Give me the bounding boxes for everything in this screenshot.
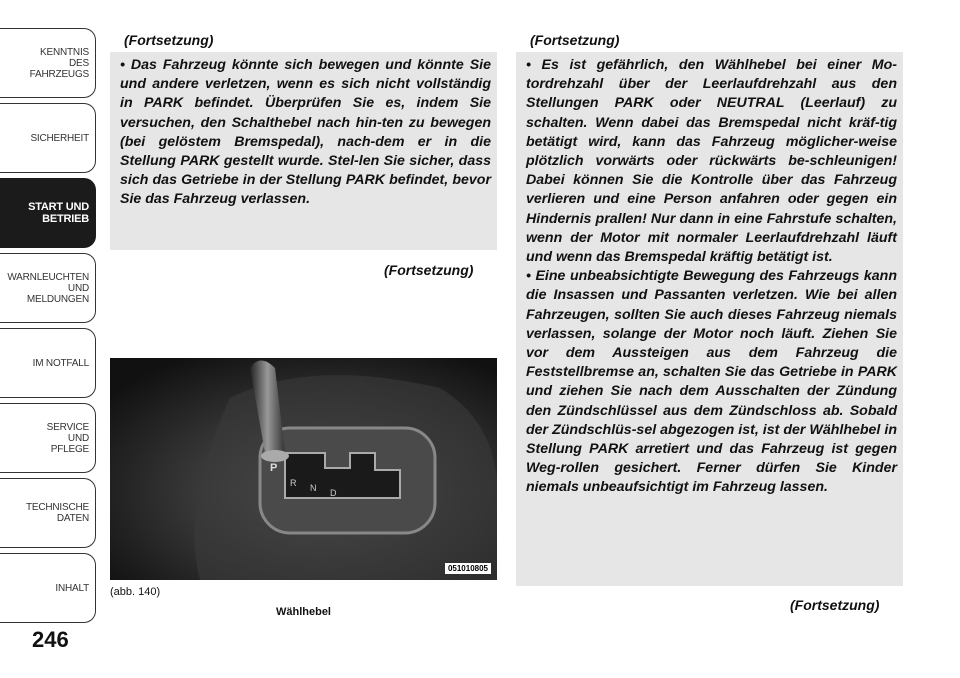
tab-service-und-pflege[interactable]	[0, 403, 96, 473]
page-number: 246	[32, 627, 69, 652]
warning-text-shift: • Es ist gefährlich, den Wählhebel bei einer Mo-tordrehzahl über der Leerlaufdrehzahl aus den Stellungen PARK oder NEUTRAL (Leerlauf) zu schalten. Wenn dabei das Bremspedal nicht kräf-tig betätigt wird, kann das Fahrzeug möglicher-weise plötzlich vorwärts oder rückwärts be-schleunigen! Dabei können Sie die Kontrolle über das Fahrzeug verlieren und eine Person anfahren oder gegen ein Hindernis prallen! Nur dann in eine Fahrstufe schalten, wenn der Motor mit normaler Leerlaufdrehzahl läuft und wenn das Bremspedal kräftig betätigt ist.	[526, 57, 897, 266]
tab-label-line: SERVICE	[46, 421, 89, 433]
svg-text:R: R	[290, 478, 297, 488]
tab-label-line: KENNTNIS	[40, 46, 89, 58]
tab-technische-daten[interactable]	[0, 478, 96, 548]
continued-label-bottom-left: (Fortsetzung)	[384, 262, 474, 278]
tab-im-notfall[interactable]	[0, 328, 96, 398]
figure-code: 051010805	[445, 563, 491, 574]
tab-warnleuchten-und-meldungen[interactable]	[0, 253, 96, 323]
tab-label-line: UND	[67, 282, 89, 294]
figure-number: (abb. 140)	[110, 586, 161, 598]
svg-text:N: N	[310, 483, 317, 493]
warning-text-park: • Das Fahrzeug könnte sich bewegen und könnte Sie und andere verletzen, wenn es sich nicht vollständig in PARK befindet. Überprüfen Sie es, indem Sie versuchen, den Schalthebel nach hin-ten zu bewegen (bei gelöstem Bremspedal), nach-dem er in die Stellung PARK gestellt wurde. Stel-len Sie sicher, dass sich das Getriebe in der Stellung PARK befindet, bevor Sie das Fahrzeug verlassen.	[120, 57, 491, 208]
tab-inhalt[interactable]	[0, 553, 96, 623]
tab-kenntnis-des-fahrzeugs[interactable]	[0, 28, 96, 98]
tab-label-line: MELDUNGEN	[26, 293, 89, 305]
warning-box-left	[110, 52, 497, 250]
gear-selector-illustration	[110, 358, 497, 580]
tab-label-line: START UND	[28, 201, 89, 213]
tab-label-line: UND	[67, 432, 89, 444]
warning-box-right	[516, 52, 903, 586]
tab-label-line: FAHRZEUGS	[29, 68, 89, 80]
gear-selector-photo	[110, 358, 497, 580]
tab-label-line: BETRIEB	[42, 213, 89, 225]
svg-text:D: D	[330, 488, 337, 498]
tab-label-line: PFLEGE	[50, 443, 89, 455]
tab-start-und-betrieb[interactable]	[0, 178, 96, 248]
tab-label-line: TECHNISCHE	[25, 502, 89, 513]
tab-label-line: DATEN	[56, 513, 89, 524]
svg-text:P: P	[270, 462, 278, 474]
warning-text-unattended: • Eine unbeabsichtigte Bewegung des Fahrzeugs kann die Insassen und Passanten verletzen. Wie bei allen Fahrzeugen, sollten Sie auch dieses Fahrzeug niemals verlassen, solange der Motor noch läuft. Ziehen Sie vor dem Aussteigen aus dem Fahrzeug die Feststellbremse an, schalten Sie das Getriebe in PARK und ziehen Sie nach dem Ausschalten der Zündung den Zündschlüssel aus dem Zündschloss ab. Sobald der Zündschlüs-sel abgezogen ist, ist der Wählhebel in Stellung PARK arretiert und das Fahrzeug ist gegen Weg-rollen gesichert. Ferner dürfen Sie Kinder niemals unbeaufsichtigt im Fahrzeug lassen.	[526, 268, 897, 496]
continued-label-top-right: (Fortsetzung)	[530, 32, 620, 48]
tab-sicherheit[interactable]	[0, 103, 96, 173]
continued-label-bottom-right: (Fortsetzung)	[790, 597, 880, 613]
tab-label-line: DES	[69, 57, 89, 69]
continued-label-top-left: (Fortsetzung)	[124, 32, 214, 48]
tab-label-line: IM NOTFALL	[32, 357, 89, 369]
figure-caption: Wählhebel	[275, 606, 331, 618]
tab-label-line: SICHERHEIT	[30, 132, 89, 144]
tab-label-line: WARNLEUCHTEN	[7, 271, 89, 283]
tab-label-line: INHALT	[55, 582, 89, 594]
